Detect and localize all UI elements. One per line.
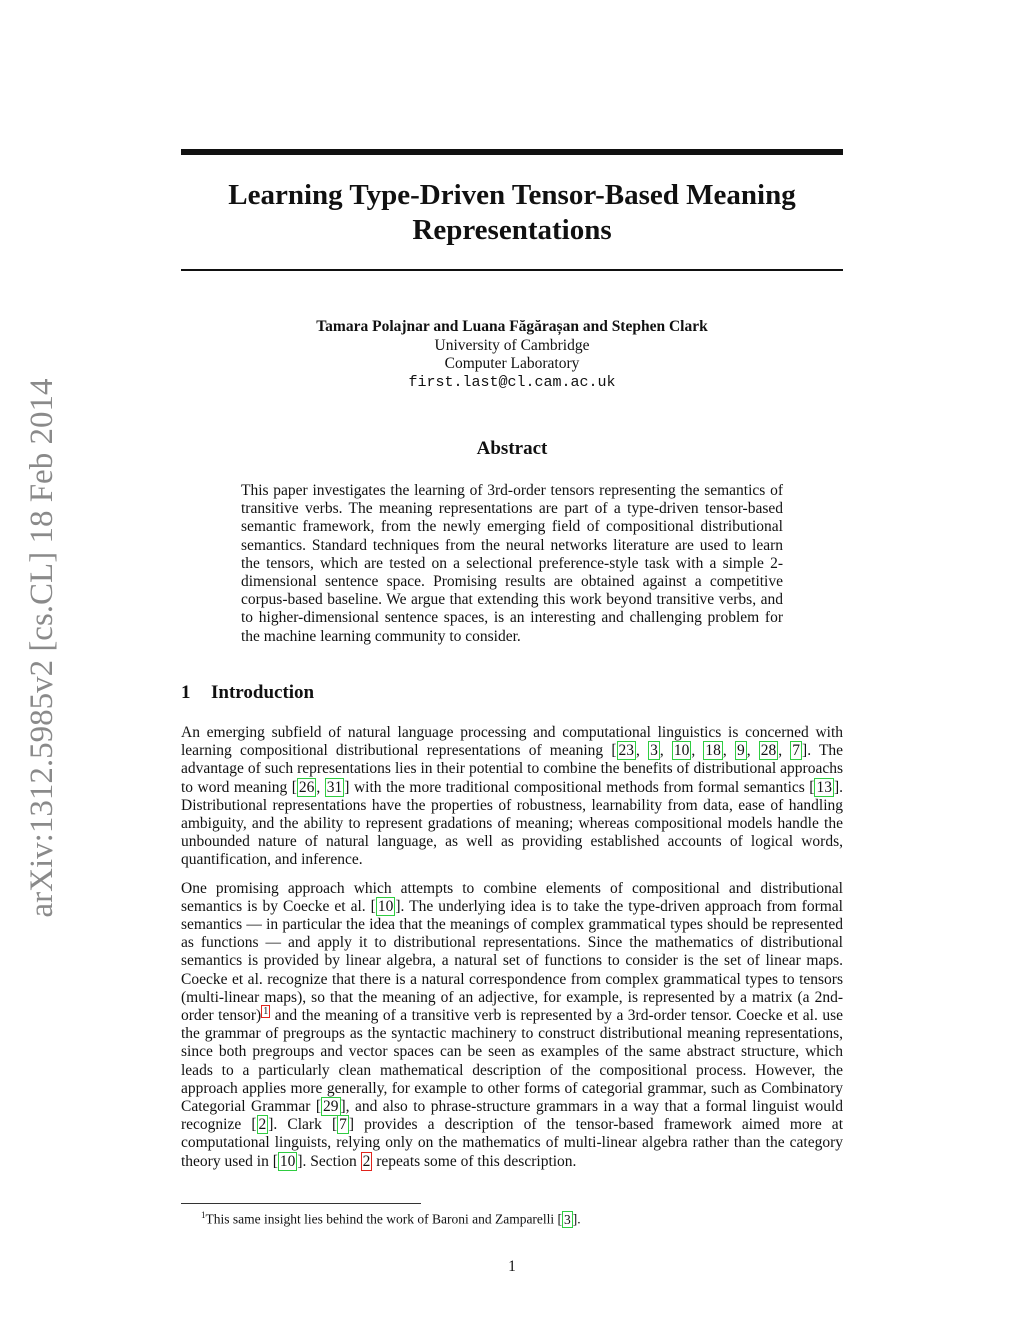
title-rule-top bbox=[181, 149, 843, 155]
footnote bbox=[181, 1207, 843, 1228]
citation-link[interactable]: 2 bbox=[258, 1116, 267, 1134]
text-run: ]. Section bbox=[297, 1152, 361, 1170]
citation-link[interactable]: 28 bbox=[760, 742, 777, 760]
abstract-heading: Abstract bbox=[476, 438, 548, 459]
citation-link[interactable]: 23 bbox=[618, 742, 635, 760]
text-run: ]. Distributional representations have the properties of robustness, learnability from data, ease of handling ambiguity, and the ability to represent gradations of meaning; whereas compositional models handle the unbounded nature of natural language, as well as providing established accounts of logical words, quantification, and inference. bbox=[181, 778, 844, 869]
text-run: ] provides a description of the tensor-based framework aimed more at computational linguists, relying only on the mathematics of multi-linear algebra rather than the category theory used in [ bbox=[181, 1116, 843, 1170]
title-line-2: Representations bbox=[412, 214, 612, 246]
citation-link[interactable]: 9 bbox=[736, 742, 745, 760]
paragraph: An emerging subfield of natural language processing and computational linguistics is concerned with learning compositional distributional representations of meaning [ 23 , 3 , 10 , 18 , 9 , 28 , 7 ]. The advantage of such representations lies in their potential to combine the benefits of distributional approachs to word meaning [ 26 , 31 ] with the more traditional compositional methods from formal semantics [ 13 ]. Distributional representations have the properties of robustness, learnability from data, ease of handling ambiguity, and the ability to represent gradations of meaning; whereas compositional models handle the unbounded nature of natural language, as well as providing established accounts of logical words, quantification, and inference. bbox=[181, 724, 844, 869]
paragraph bbox=[181, 880, 843, 1171]
citation-link[interactable]: 7 bbox=[339, 1116, 347, 1134]
text-run: One promising approach which attempts to combine elements of compositional and distributional semantics is by Coecke et al. [ bbox=[181, 879, 843, 915]
citation-link[interactable]: 7 bbox=[792, 742, 801, 760]
citation-link[interactable]: 3 bbox=[564, 1211, 571, 1227]
text-run: An emerging subfield of natural language processing and computational linguistics is concerned with learning compositional distributional representations of meaning [ bbox=[181, 724, 843, 760]
text-run: ]. The underlying idea is to take the type-driven approach from formal semantics — in particular the idea that the meanings of complex grammatical types should be represented as functions — and apply it to distributional representations. Since the mathematics of distributional semantics is provided by linear algebra, a natural set of functions to consider is the set of linear maps. Coecke et al. recognize that there is a natural correspondence from complex grammatical types to tensors (multi-linear maps), so that the meaning of an adjective, for example, is represented by a matrix (a 2nd-order tensor) bbox=[181, 897, 843, 1025]
author-block bbox=[181, 318, 843, 392]
section-reference-link[interactable]: 2 bbox=[362, 1152, 371, 1170]
text-run: ]. bbox=[572, 1211, 581, 1227]
citation-link[interactable]: 18 bbox=[705, 742, 721, 760]
paper-title bbox=[181, 178, 843, 248]
citation-link[interactable]: 29 bbox=[323, 1098, 339, 1116]
footnote-link[interactable]: 1 bbox=[263, 1005, 269, 1017]
section-number: 1 bbox=[181, 682, 191, 703]
abstract-text: This paper investigates the learning of 3rd-order tensors representing the semantics of transitive verbs. The meaning representations are part of a type-driven tensor-based semantic framework, from the newly emerging field of compositional distributional semantics. Standard techniques from the neural networks literature are used to learn the tensors, which are tested on a selectional preference-style task with a simple 2-dimensional sentence space. Promising results are obtained against a competitive corpus-based baseline. We argue that extending this work beyond transitive verbs, and to higher-dimensional sentence spaces, is an interesting and challenging problem for the machine learning community to consider. bbox=[241, 482, 783, 645]
title-rule-bottom bbox=[181, 269, 843, 271]
author-names: Tamara Polajnar and Luana Făgărașan and Stephen Clark bbox=[316, 318, 708, 335]
text-run: ]. Clark [ bbox=[268, 1116, 338, 1134]
affiliation-department: Computer Laboratory bbox=[444, 355, 580, 372]
footnote-mark: 1 bbox=[201, 1210, 206, 1220]
footnote-rule bbox=[181, 1203, 421, 1204]
text-run: ], and also to phrase-structure grammars in a way that a formal linguist would recognize [ bbox=[181, 1098, 843, 1134]
section-heading-introduction bbox=[181, 682, 314, 704]
text-run: repeats some of this description. bbox=[372, 1152, 577, 1170]
citation-link[interactable]: 13 bbox=[816, 778, 832, 796]
citation-link[interactable]: 10 bbox=[673, 742, 690, 760]
author-email: first.last@cl.cam.ac.uk bbox=[408, 373, 616, 391]
citation-link[interactable]: 10 bbox=[377, 897, 394, 915]
text-run: ]. The advantage of such representations lies in their potential to combine the benefits of distributional approachs to word meaning [ bbox=[181, 742, 844, 796]
page-number: 1 bbox=[508, 1258, 516, 1275]
citation-link[interactable]: 26 bbox=[298, 778, 315, 796]
introduction-body bbox=[181, 724, 843, 1181]
citation-link[interactable]: 3 bbox=[650, 742, 658, 760]
arxiv-stamp: arXiv:1312.5985v2 [cs.CL] 18 Feb 2014 bbox=[24, 378, 60, 918]
text-run: and the meaning of a transitive verb is represented by a 3rd-order tensor. Coecke et al. use the grammar of pregroups as the syntactic machinery to construct distributional meaning representations, since both pregroups and vector spaces can be seen as examples of the same abstract structure, which leads to a particularly clean mathematical description of the compositional process. However, the approach applies more generally, for example to other forms of categorial grammar, such as Combinatory Categorial Grammar [ bbox=[181, 1007, 843, 1116]
title-line-1: Learning Type-Driven Tensor-Based Meaning bbox=[228, 179, 796, 211]
citation-link[interactable]: 10 bbox=[279, 1152, 296, 1170]
citation-link[interactable]: 31 bbox=[326, 778, 343, 796]
section-title: Introduction bbox=[211, 682, 315, 703]
text-run: This same insight lies behind the work of Baroni and Zamparelli [ bbox=[205, 1211, 563, 1227]
text-run: ] with the more traditional compositional methods from formal semantics [ bbox=[344, 778, 815, 796]
affiliation-university: University of Cambridge bbox=[434, 336, 590, 354]
